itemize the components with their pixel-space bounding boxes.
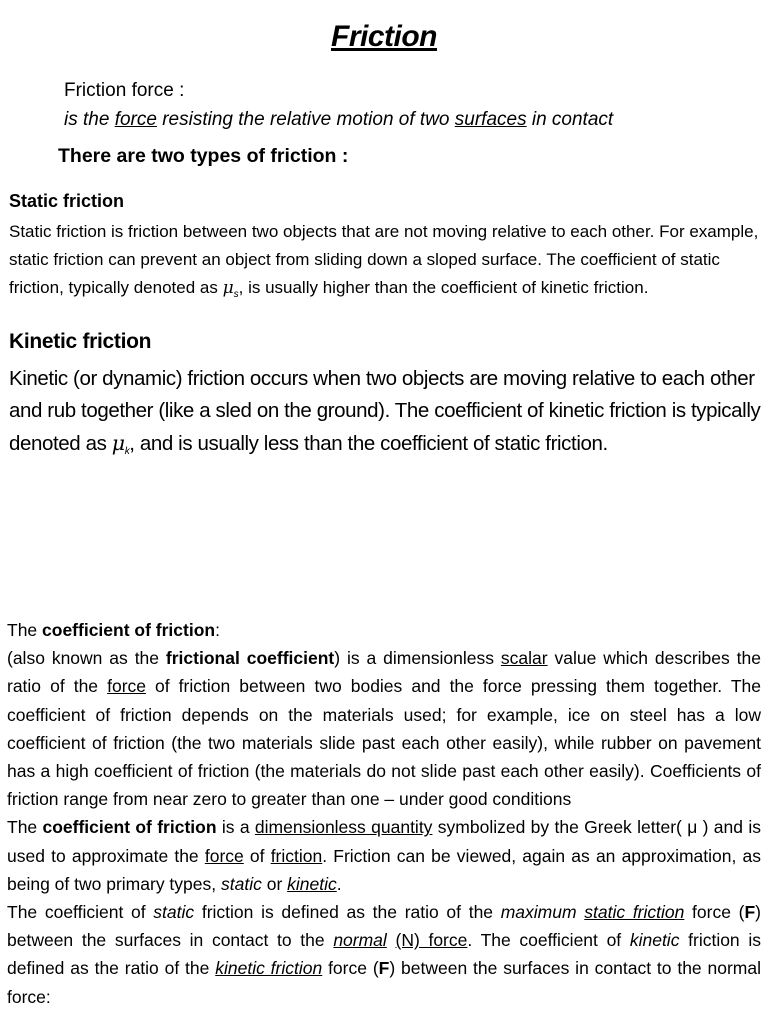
kinetic-text: , and is usually less than the coefficient of static friction. <box>129 432 608 455</box>
text: The <box>7 817 43 838</box>
text: . Friction can be viewed, again as an approximation, as being of two primary types, <box>7 845 762 894</box>
normal-link[interactable]: normal <box>333 930 387 951</box>
text: friction is defined as the ratio of the <box>7 930 761 979</box>
italic-term: static <box>220 873 262 894</box>
text: is a <box>216 817 255 838</box>
static-friction-heading: Static friction <box>9 191 125 211</box>
text: ) is a dimensionless <box>334 648 501 669</box>
bold-term: F <box>744 902 756 923</box>
normal-force-link[interactable]: (N) force <box>395 930 468 951</box>
text: : <box>215 620 220 640</box>
text: symbolized by the Greek letter( μ ) and is used to approximate the <box>7 817 761 866</box>
kinetic-friction-heading: Kinetic friction <box>9 330 152 353</box>
italic-term: kinetic <box>629 930 680 951</box>
text: friction is defined as the ratio of the <box>194 902 501 923</box>
static-text: , is usually higher than the coefficient of kinetic friction. <box>238 278 649 297</box>
text: ) between the surfaces in contact to the normal force: <box>7 958 761 1007</box>
coefficient-paragraph-1 <box>7 644 761 813</box>
bold-term: coefficient of friction <box>42 817 217 838</box>
bold-term: frictional coefficient <box>165 648 335 669</box>
page-title: Friction <box>331 20 437 53</box>
force-link[interactable]: force <box>114 109 157 130</box>
friction-force-definition <box>64 109 613 131</box>
force-link[interactable]: force <box>107 676 146 697</box>
text: (also known as the <box>7 648 166 669</box>
kinetic-text: Kinetic (or dynamic) friction occurs when two objects are moving relative to each other and rub together (like a sled on the ground). The coefficient of kinetic friction is typically denoted as <box>9 367 761 455</box>
def-text: in contact <box>526 109 614 130</box>
text: force ( <box>684 902 745 923</box>
text: . The coefficient of <box>467 930 630 951</box>
friction-force-label: Friction force : <box>64 80 185 101</box>
italic-term: static <box>153 902 195 923</box>
static-text: Static friction is friction between two objects that are not moving relative to each other. For example, static friction can prevent an object from sliding down a sloped surface. The coefficient of static friction, typically denoted as <box>9 222 759 297</box>
mu-subscript: k <box>124 446 130 457</box>
text: ) between the surfaces in contact to the <box>7 902 761 951</box>
dimensionless-quantity-link[interactable]: dimensionless quantity <box>254 817 433 838</box>
mu-subscript: s <box>233 289 239 300</box>
static-friction-paragraph <box>9 218 764 309</box>
text: of friction between two bodies and the force pressing them together. The coefficient of friction depends on the materials used; for example, ice on steel has a low coefficient of friction (the two materials slide past each other easily), while rubber on pavement has a high coefficient of friction (the materials do not slide past each other easily). Coefficients of friction range from near zero to greater than one – under good conditions <box>7 676 761 810</box>
text: . <box>336 873 342 894</box>
friction-link[interactable]: friction <box>270 845 323 866</box>
text: value which describes the ratio of the <box>7 648 761 697</box>
surfaces-link[interactable]: surfaces <box>454 109 527 130</box>
text: The coefficient of <box>7 902 154 923</box>
coefficient-paragraph-3 <box>7 898 761 1011</box>
text: or <box>261 873 288 894</box>
coefficient-heading <box>7 616 761 644</box>
italic-term: maximum <box>500 902 577 923</box>
bold-term: coefficient of friction <box>42 620 216 640</box>
scalar-link[interactable]: scalar <box>500 648 548 669</box>
def-text: resisting the relative motion of two <box>156 109 455 130</box>
types-heading: There are two types of friction : <box>58 145 349 167</box>
kinetic-link[interactable]: kinetic <box>287 873 337 894</box>
def-text: is the <box>64 109 115 130</box>
text: force ( <box>322 958 379 979</box>
static-friction-link[interactable]: static friction <box>584 902 685 923</box>
kinetic-friction-link[interactable]: kinetic friction <box>215 958 323 979</box>
text <box>387 930 396 950</box>
mu-symbol: μ <box>111 431 125 455</box>
bold-term: F <box>378 958 390 979</box>
kinetic-friction-paragraph <box>9 363 767 468</box>
mu-symbol: μ <box>222 278 234 298</box>
force-link[interactable]: force <box>204 845 244 866</box>
text: The <box>7 620 43 640</box>
text: of <box>243 845 271 866</box>
coefficient-section <box>7 616 761 1011</box>
coefficient-paragraph-2 <box>7 813 761 898</box>
